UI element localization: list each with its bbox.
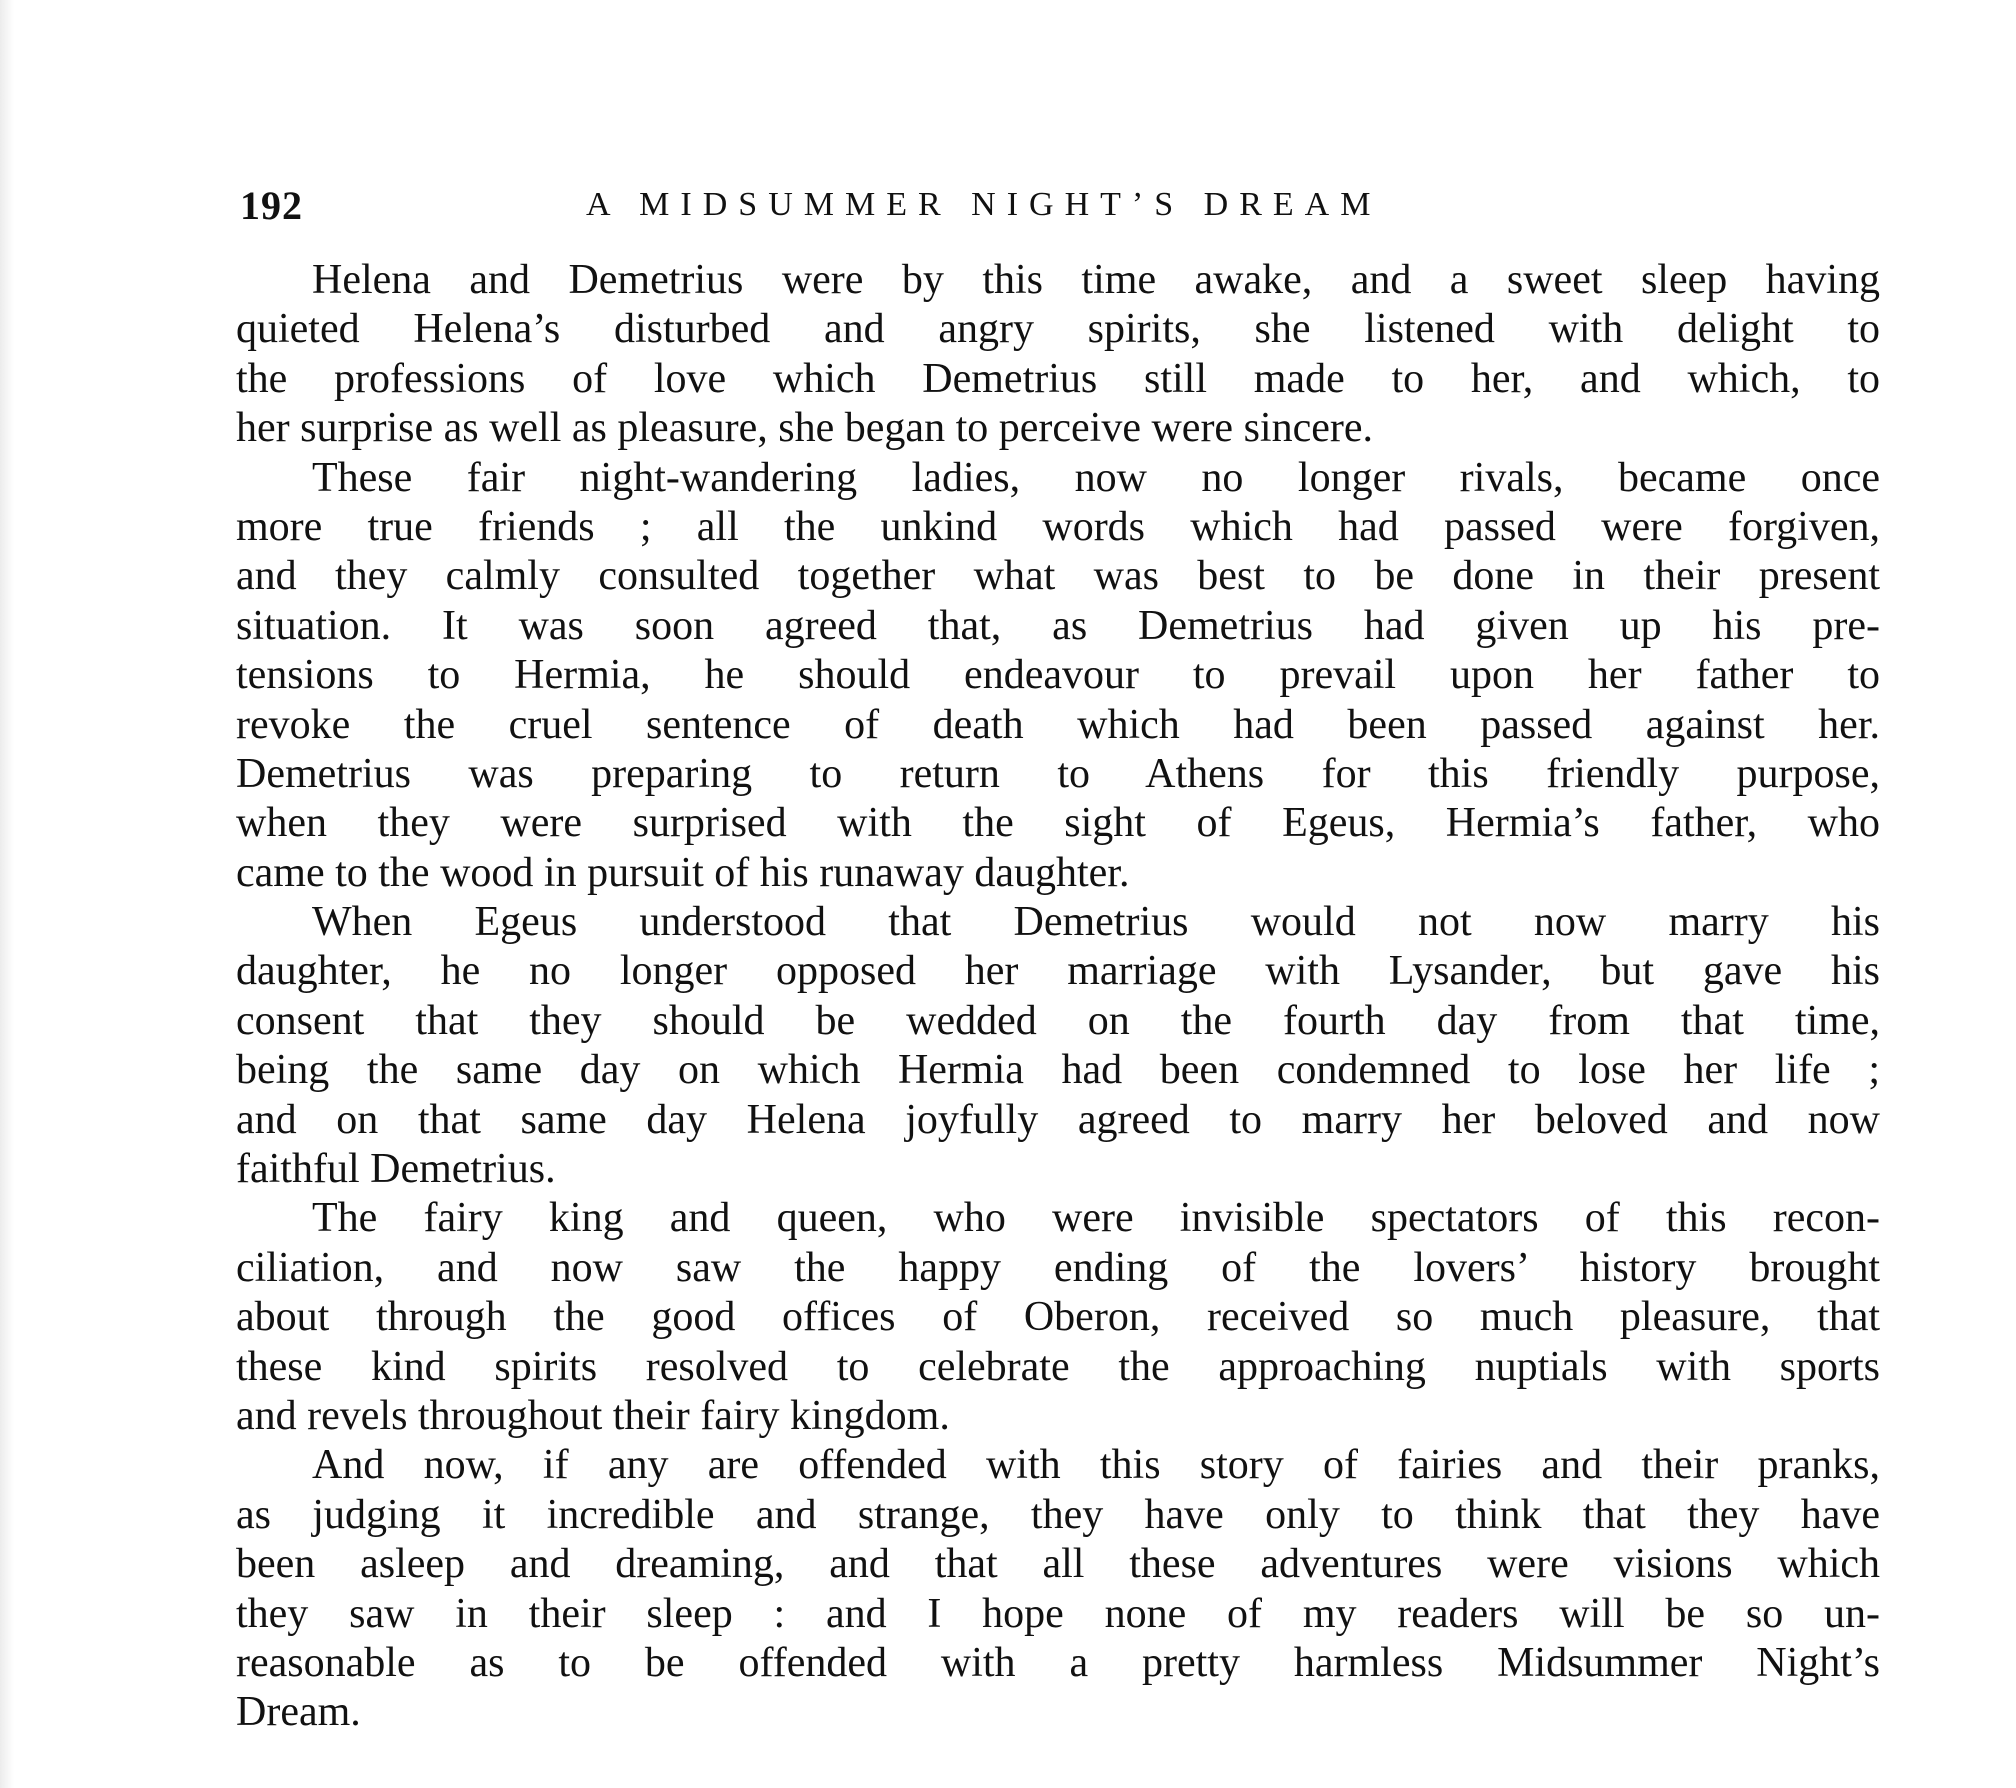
text-line: been asleep and dreaming, and that all these adventures were visions which [236, 1541, 1880, 1588]
running-title: A MIDSUMMER NIGHT’S DREAM [586, 186, 1382, 223]
text-line: consent that they should be wedded on the fourth day from that time, [236, 997, 1880, 1044]
text-line: the professions of love which Demetrius still made to her, and which, to [236, 355, 1880, 402]
text-line: reasonable as to be offended with a pretty harmless Midsummer Night’s [236, 1639, 1880, 1686]
text-line: The fairy king and queen, who were invisible spectators of this recon- [312, 1195, 1880, 1242]
text-line: tensions to Hermia, he should endeavour to prevail upon her father to [236, 652, 1880, 699]
text-line: and they calmly consulted together what was best to be done in their present [236, 553, 1880, 600]
text-line: Helena and Demetrius were by this time awake, and a sweet sleep having [312, 257, 1880, 303]
text-line: situation. It was soon agreed that, as Demetrius had given up his pre- [236, 602, 1880, 649]
text-line: and on that same day Helena joyfully agreed to marry her beloved and now [236, 1096, 1880, 1143]
text-line: more true friends ; all the unkind words which had passed were forgiven, [236, 503, 1880, 550]
text-line: daughter, he no longer opposed her marriage with Lysander, but gave his [236, 948, 1880, 995]
text-line: these kind spirits resolved to celebrate the approaching nuptials with sports [236, 1343, 1880, 1390]
text-line: When Egeus understood that Demetrius would not now marry his [312, 899, 1880, 946]
body-text [236, 256, 1880, 1738]
text-line: when they were surprised with the sight of Egeus, Hermia’s father, who [236, 800, 1880, 847]
text-line: quieted Helena’s disturbed and angry spirits, she listened with delight to [236, 306, 1880, 353]
text-line: faithful Demetrius. [236, 1146, 556, 1193]
page-edge-shadow [0, 0, 14, 1788]
text-line: Dream. [236, 1689, 361, 1736]
text-line: and revels throughout their fairy kingdom. [236, 1392, 950, 1439]
text-line: These fair night-wandering ladies, now no longer rivals, became once [312, 454, 1880, 501]
text-line: her surprise as well as pleasure, she began to perceive were sincere. [236, 405, 1373, 452]
text-line: about through the good offices of Oberon, received so much pleasure, that [236, 1294, 1880, 1341]
text-line: revoke the cruel sentence of death which had been passed against her. [236, 701, 1880, 748]
text-line: ciliation, and now saw the happy ending of the lovers’ history brought [236, 1244, 1880, 1291]
text-line: they saw in their sleep : and I hope none of my readers will be so un- [236, 1590, 1880, 1637]
text-line: as judging it incredible and strange, they have only to think that they have [236, 1491, 1880, 1538]
text-line: being the same day on which Hermia had been condemned to lose her life ; [236, 1047, 1880, 1094]
text-line: came to the wood in pursuit of his runaway daughter. [236, 849, 1130, 896]
text-line: Demetrius was preparing to return to Athens for this friendly purpose, [236, 750, 1880, 797]
page-header [240, 182, 1580, 232]
text-line: And now, if any are offended with this story of fairies and their pranks, [312, 1442, 1880, 1489]
page-number: 192 [240, 183, 303, 228]
